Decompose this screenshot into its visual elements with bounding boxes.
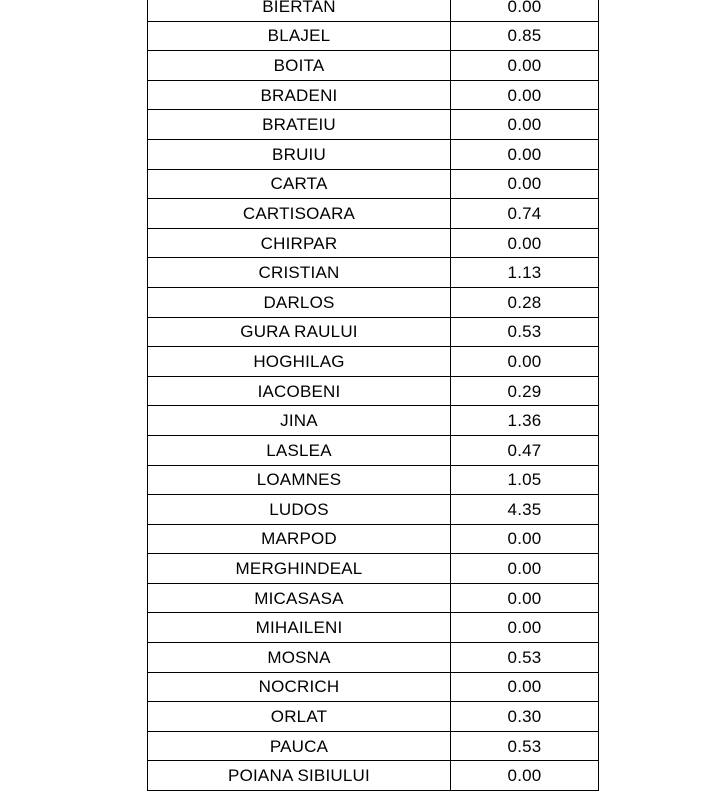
value-cell: 0.00 [451,524,599,554]
locality-name-cell: CARTA [148,169,451,199]
locality-name-cell: CHIRPAR [148,228,451,258]
value-cell: 0.74 [451,199,599,229]
locality-name-cell: IACOBENI [148,376,451,406]
locality-name-cell: MERGHINDEAL [148,554,451,584]
table-row [148,465,599,495]
locality-name-cell: PAUCA [148,731,451,761]
table-row [148,169,599,199]
locality-name-cell: BRADENI [148,80,451,110]
value-cell: 0.00 [451,672,599,702]
locality-name-cell: DARLOS [148,287,451,317]
table-row [148,702,599,732]
locality-value-table-container [147,0,598,791]
value-cell: 0.28 [451,287,599,317]
value-cell: 1.36 [451,406,599,436]
table-row [148,139,599,169]
table-row [148,376,599,406]
value-cell: 0.00 [451,80,599,110]
table-row [148,199,599,229]
locality-name-cell: LUDOS [148,495,451,525]
value-cell: 0.30 [451,702,599,732]
value-cell: 0.00 [451,51,599,81]
table-row [148,672,599,702]
locality-name-cell: BRATEIU [148,110,451,140]
value-cell: 0.00 [451,110,599,140]
locality-name-cell: LOAMNES [148,465,451,495]
locality-name-cell: MOSNA [148,643,451,673]
value-cell: 0.47 [451,435,599,465]
value-cell: 0.00 [451,613,599,643]
value-cell: 1.13 [451,258,599,288]
table-row [148,228,599,258]
locality-name-cell: NOCRICH [148,672,451,702]
locality-name-cell: ORLAT [148,702,451,732]
value-cell: 0.00 [451,169,599,199]
table-row [148,495,599,525]
table-row [148,0,599,21]
table-row [148,406,599,436]
locality-name-cell: HOGHILAG [148,347,451,377]
value-cell: 0.00 [451,0,599,21]
value-cell: 1.05 [451,465,599,495]
value-cell: 0.53 [451,317,599,347]
table-row [148,761,599,791]
locality-name-cell: BLAJEL [148,21,451,51]
table-row [148,731,599,761]
table-row [148,435,599,465]
locality-name-cell: POIANA SIBIULUI [148,761,451,791]
value-cell: 0.85 [451,21,599,51]
table-row [148,524,599,554]
locality-name-cell: MIHAILENI [148,613,451,643]
table-body [148,0,599,791]
table-row [148,347,599,377]
value-cell: 0.53 [451,731,599,761]
locality-name-cell: GURA RAULUI [148,317,451,347]
table-row [148,287,599,317]
table-row [148,51,599,81]
table-row [148,80,599,110]
table-row [148,643,599,673]
value-cell: 0.00 [451,347,599,377]
value-cell: 0.00 [451,228,599,258]
locality-name-cell: BOITA [148,51,451,81]
table-row [148,317,599,347]
table-row [148,258,599,288]
table-row [148,110,599,140]
value-cell: 0.00 [451,139,599,169]
locality-name-cell: CRISTIAN [148,258,451,288]
locality-name-cell: CARTISOARA [148,199,451,229]
locality-name-cell: LASLEA [148,435,451,465]
table-row [148,613,599,643]
locality-name-cell: JINA [148,406,451,436]
value-cell: 0.00 [451,761,599,791]
value-cell: 0.29 [451,376,599,406]
value-cell: 0.00 [451,583,599,613]
locality-name-cell: MARPOD [148,524,451,554]
table-row [148,21,599,51]
locality-name-cell: MICASASA [148,583,451,613]
table-row [148,554,599,584]
locality-name-cell: BRUIU [148,139,451,169]
value-cell: 0.00 [451,554,599,584]
value-cell: 4.35 [451,495,599,525]
locality-value-table [147,0,599,791]
locality-name-cell: BIERTAN [148,0,451,21]
value-cell: 0.53 [451,643,599,673]
table-row [148,583,599,613]
